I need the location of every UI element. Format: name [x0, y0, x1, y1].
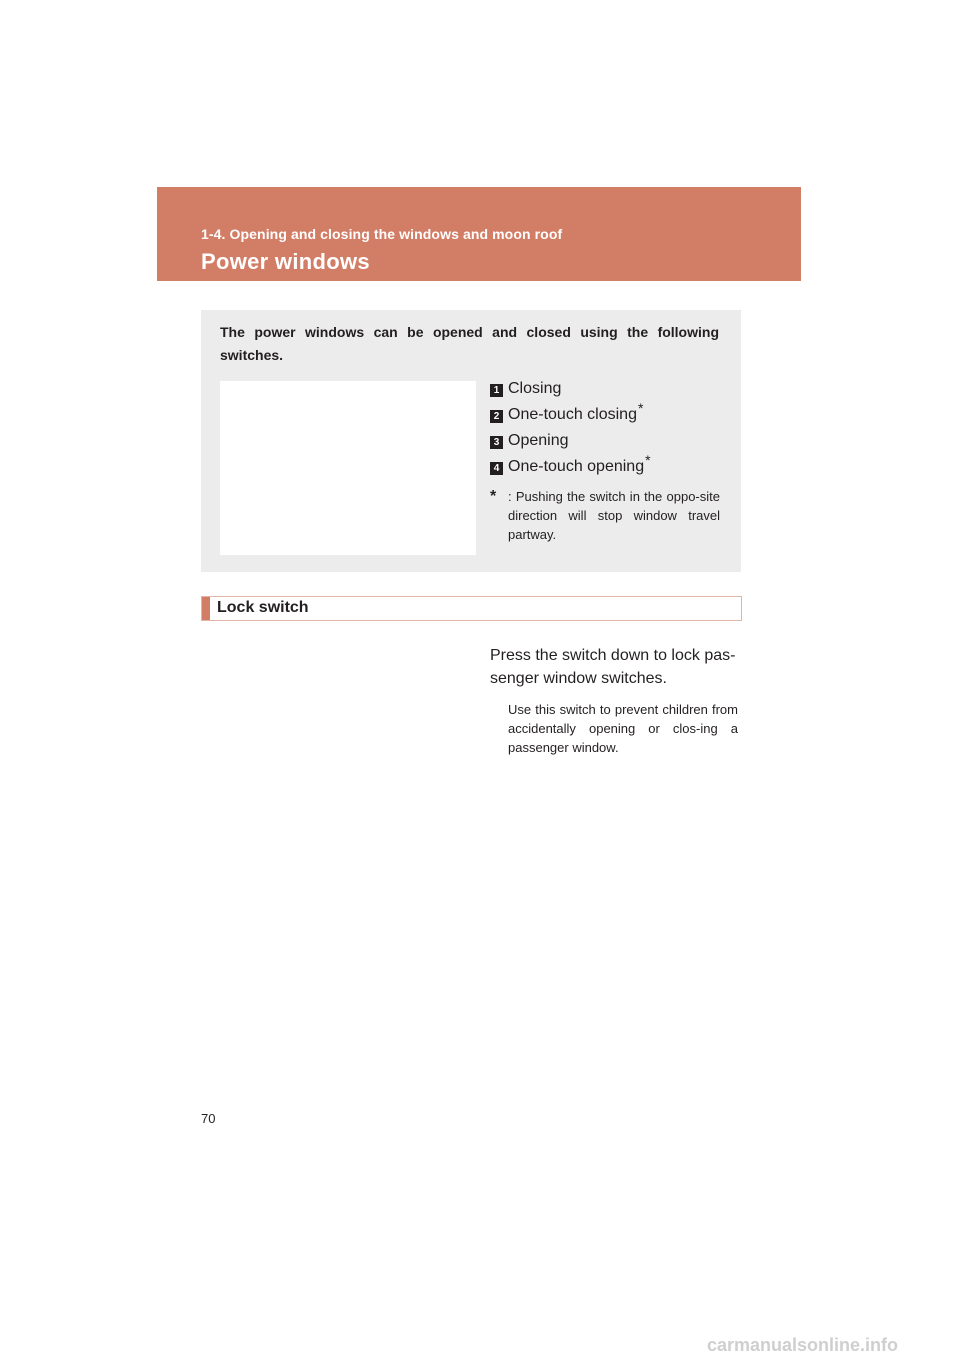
intro-text: The power windows can be opened and closed using the following switches.	[220, 324, 719, 363]
callout-label	[508, 432, 570, 450]
callout-item	[490, 399, 730, 428]
lock-switch-body: Press the switch down to lock pas-senger window switches.	[490, 647, 736, 687]
page-title: Power windows	[201, 249, 370, 274]
lock-switch-heading: Lock switch	[217, 599, 309, 616]
callout-label	[508, 399, 644, 424]
callout-item	[490, 428, 730, 454]
callout-item	[490, 451, 730, 480]
callout-label	[508, 380, 562, 398]
lock-switch-note: Use this switch to prevent children from accidentally opening or clos-ing a passenger window.	[508, 702, 738, 755]
page-number: 70	[201, 1111, 216, 1126]
heading-accent-bar	[202, 597, 210, 620]
callout-item	[490, 376, 730, 402]
callout-text: Opening	[508, 432, 569, 449]
switch-illustration	[220, 381, 476, 555]
lock-switch-heading-bar	[201, 596, 742, 621]
callout-number-badge: 4	[490, 462, 503, 475]
footnote-text: : Pushing the switch in the oppo-site direction will stop window travel partway.	[508, 489, 720, 542]
callout-list	[490, 376, 730, 480]
footnote-asterisk: *	[490, 488, 497, 505]
callout-label	[508, 451, 651, 476]
section-label: 1-4. Opening and closing the windows and moon roof	[201, 226, 563, 242]
footnote	[490, 487, 720, 544]
callout-number-badge: 2	[490, 410, 503, 423]
asterisk-mark: *	[645, 451, 651, 468]
callout-number-badge: 1	[490, 384, 503, 397]
watermark: carmanualsonline.info	[707, 1335, 899, 1355]
callout-text: Closing	[508, 380, 562, 397]
asterisk-mark: *	[637, 399, 644, 416]
callout-number-badge: 3	[490, 436, 503, 449]
callout-text: One-touch closing	[508, 406, 637, 423]
callout-text: One-touch opening	[508, 458, 645, 475]
